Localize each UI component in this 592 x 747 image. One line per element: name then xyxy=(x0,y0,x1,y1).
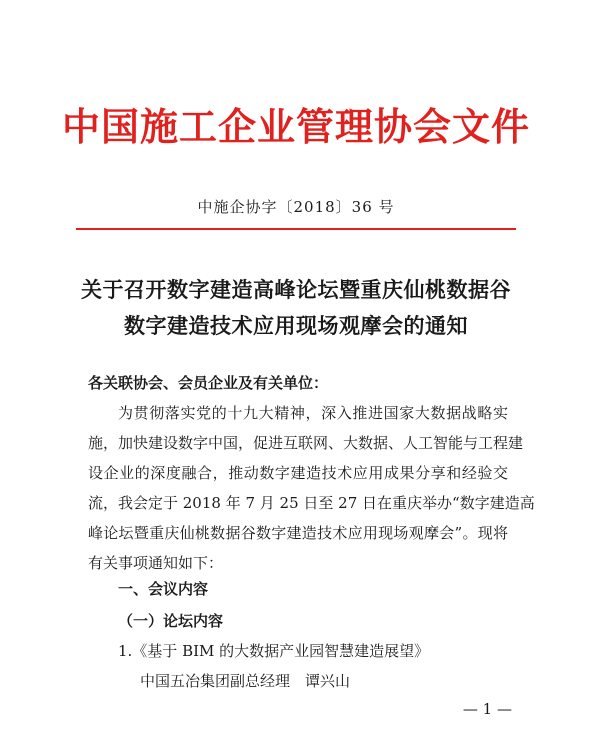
paragraph-line: 施，加快建设数字中国，促进互联网、大数据、人工智能与工程建 xyxy=(88,434,524,452)
speaker-line: 中国五冶集团副总经理 谭兴山 xyxy=(140,672,351,690)
paragraph-line: 有关事项通知如下： xyxy=(88,554,224,572)
red-divider xyxy=(76,228,516,230)
document-number: 中施企协字〔2018〕36 号 xyxy=(197,198,395,216)
paragraph-line: 设企业的深度融合，推动数字建造技术应用成果分享和经验交 xyxy=(88,464,508,482)
paragraph-line: 流，我会定于 2018 年 7 月 25 日至 27 日在重庆举办“数字建造高 xyxy=(88,494,535,512)
subsection-heading: （一）论坛内容 xyxy=(118,612,224,630)
body-paragraph xyxy=(88,398,535,578)
salutation: 各关联协会、会员企业及有关单位： xyxy=(88,374,329,392)
notice-title-line: 关于召开数字建造高峰论坛暨重庆仙桃数据谷 xyxy=(81,277,511,302)
paragraph-line: 峰论坛暨重庆仙桃数据谷数字建造技术应用现场观摩会”。现将 xyxy=(88,524,508,542)
notice-title xyxy=(0,272,592,344)
paragraph-line: 为贯彻落实党的十九大精神，深入推进国家大数据战略实 xyxy=(118,404,508,422)
notice-title-line: 数字建造技术应用现场观摩会的通知 xyxy=(124,313,468,338)
section-heading: 一、会议内容 xyxy=(118,580,209,598)
issuer-title: 中国施工企业管理协会文件 xyxy=(61,104,530,149)
page-number: — 1 — xyxy=(462,700,512,718)
agenda-item: 1.《基于 BIM 的大数据产业园智慧建造展望》 xyxy=(118,642,430,660)
